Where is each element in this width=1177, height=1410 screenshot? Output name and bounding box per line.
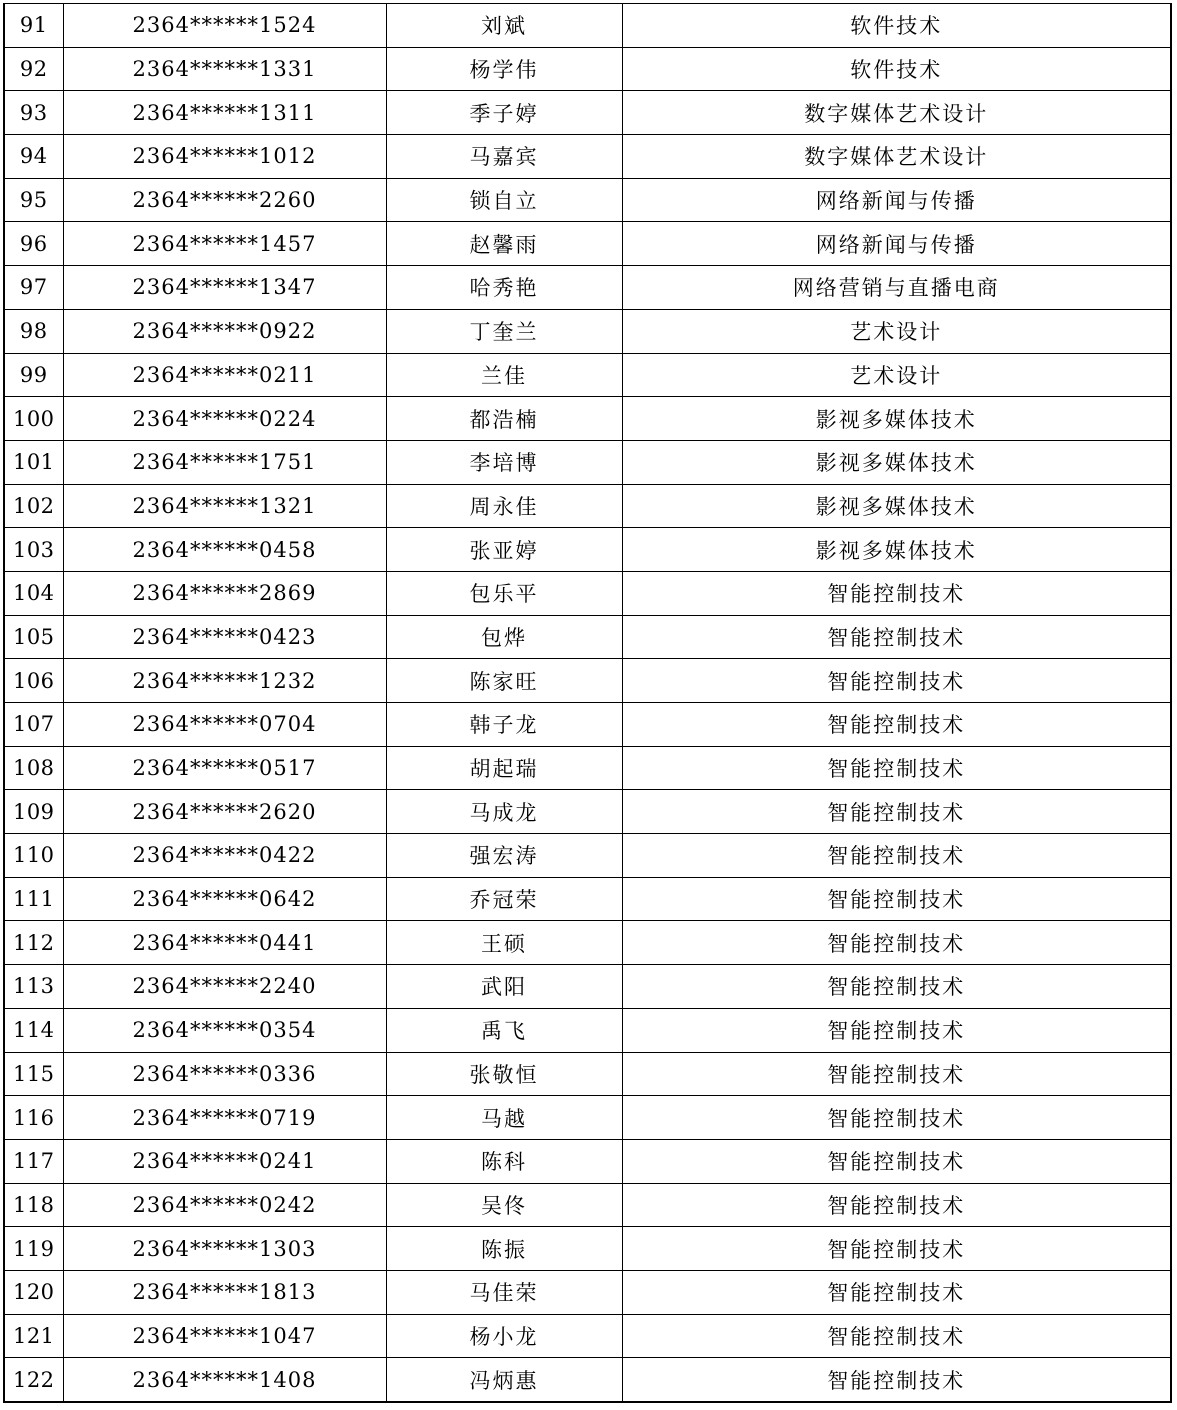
table-row: [5, 965, 1170, 1009]
table-row: [5, 1227, 1170, 1271]
major-cell: 智能控制技术: [622, 790, 1170, 834]
major-cell: 智能控制技术: [622, 1314, 1170, 1358]
student-name-cell: 刘斌: [386, 4, 622, 47]
table-row: [5, 266, 1170, 310]
major-cell: 智能控制技术: [622, 1008, 1170, 1052]
row-number-cell: 91: [5, 4, 63, 47]
major-cell: 艺术设计: [622, 353, 1170, 397]
student-id-cell: 2364******0241: [63, 1139, 386, 1183]
row-number-cell: 106: [5, 659, 63, 703]
row-number-cell: 103: [5, 528, 63, 572]
student-name-cell: 韩子龙: [386, 703, 622, 747]
row-number-cell: 104: [5, 571, 63, 615]
major-cell: 智能控制技术: [622, 1270, 1170, 1314]
student-name-cell: 胡起瑞: [386, 746, 622, 790]
student-name-cell: 武阳: [386, 965, 622, 1009]
student-id-cell: 2364******2869: [63, 571, 386, 615]
student-name-cell: 赵馨雨: [386, 222, 622, 266]
table-row: [5, 484, 1170, 528]
row-number-cell: 100: [5, 397, 63, 441]
student-name-cell: 张亚婷: [386, 528, 622, 572]
row-number-cell: 102: [5, 484, 63, 528]
row-number-cell: 95: [5, 178, 63, 222]
major-cell: 智能控制技术: [622, 615, 1170, 659]
row-number-cell: 111: [5, 877, 63, 921]
table-row: [5, 47, 1170, 91]
row-number-cell: 94: [5, 135, 63, 179]
table-row: [5, 135, 1170, 179]
student-name-cell: 包乐平: [386, 571, 622, 615]
major-cell: 智能控制技术: [622, 746, 1170, 790]
student-name-cell: 马佳荣: [386, 1270, 622, 1314]
table-row: [5, 615, 1170, 659]
student-id-cell: 2364******0642: [63, 877, 386, 921]
student-id-cell: 2364******2620: [63, 790, 386, 834]
student-id-cell: 2364******2260: [63, 178, 386, 222]
student-name-cell: 周永佳: [386, 484, 622, 528]
student-id-cell: 2364******0458: [63, 528, 386, 572]
student-id-cell: 2364******1813: [63, 1270, 386, 1314]
student-id-cell: 2364******0704: [63, 703, 386, 747]
student-id-cell: 2364******1408: [63, 1358, 386, 1401]
major-cell: 软件技术: [622, 4, 1170, 47]
major-cell: 影视多媒体技术: [622, 484, 1170, 528]
student-id-cell: 2364******1347: [63, 266, 386, 310]
student-id-cell: 2364******0719: [63, 1096, 386, 1140]
table-row: [5, 703, 1170, 747]
student-name-cell: 马嘉宾: [386, 135, 622, 179]
student-name-cell: 冯炳惠: [386, 1358, 622, 1401]
student-id-cell: 2364******1751: [63, 440, 386, 484]
student-id-cell: 2364******0422: [63, 834, 386, 878]
table-row: [5, 746, 1170, 790]
major-cell: 智能控制技术: [622, 703, 1170, 747]
student-name-cell: 杨学伟: [386, 47, 622, 91]
row-number-cell: 110: [5, 834, 63, 878]
student-name-cell: 都浩楠: [386, 397, 622, 441]
row-number-cell: 119: [5, 1227, 63, 1271]
major-cell: 艺术设计: [622, 309, 1170, 353]
major-cell: 影视多媒体技术: [622, 528, 1170, 572]
table-row: [5, 1270, 1170, 1314]
major-cell: 智能控制技术: [622, 1052, 1170, 1096]
student-id-cell: 2364******0441: [63, 921, 386, 965]
table-row: [5, 91, 1170, 135]
student-name-cell: 兰佳: [386, 353, 622, 397]
row-number-cell: 112: [5, 921, 63, 965]
row-number-cell: 97: [5, 266, 63, 310]
major-cell: 智能控制技术: [622, 834, 1170, 878]
major-cell: 网络新闻与传播: [622, 178, 1170, 222]
major-cell: 智能控制技术: [622, 1139, 1170, 1183]
major-cell: 网络营销与直播电商: [622, 266, 1170, 310]
row-number-cell: 109: [5, 790, 63, 834]
student-name-cell: 陈科: [386, 1139, 622, 1183]
major-cell: 影视多媒体技术: [622, 440, 1170, 484]
student-id-cell: 2364******0336: [63, 1052, 386, 1096]
row-number-cell: 122: [5, 1358, 63, 1401]
student-id-cell: 2364******0211: [63, 353, 386, 397]
table-body: [5, 4, 1170, 1401]
row-number-cell: 108: [5, 746, 63, 790]
student-name-cell: 丁奎兰: [386, 309, 622, 353]
table-row: [5, 1139, 1170, 1183]
student-id-cell: 2364******1311: [63, 91, 386, 135]
row-number-cell: 93: [5, 91, 63, 135]
row-number-cell: 118: [5, 1183, 63, 1227]
student-id-cell: 2364******1047: [63, 1314, 386, 1358]
major-cell: 智能控制技术: [622, 877, 1170, 921]
student-id-cell: 2364******1331: [63, 47, 386, 91]
student-id-cell: 2364******2240: [63, 965, 386, 1009]
major-cell: 数字媒体艺术设计: [622, 135, 1170, 179]
row-number-cell: 117: [5, 1139, 63, 1183]
table-row: [5, 440, 1170, 484]
student-name-cell: 陈家旺: [386, 659, 622, 703]
table-row: [5, 1183, 1170, 1227]
student-id-cell: 2364******0242: [63, 1183, 386, 1227]
major-cell: 智能控制技术: [827, 1368, 966, 1393]
student-id-cell: 2364******0922: [63, 309, 386, 353]
student-id-cell: 2364******0423: [63, 615, 386, 659]
student-name-cell: 李培博: [386, 440, 622, 484]
student-name-cell: 禹飞: [386, 1008, 622, 1052]
student-id-cell: 2364******1303: [63, 1227, 386, 1271]
table-row: [5, 921, 1170, 965]
major-cell: 智能控制技术: [622, 659, 1170, 703]
table-row: [5, 397, 1170, 441]
student-name-cell: 季子婷: [386, 91, 622, 135]
row-number-cell: 98: [5, 309, 63, 353]
row-number-cell: 101: [5, 440, 63, 484]
student-name-cell: 包烨: [386, 615, 622, 659]
student-name-cell: 哈秀艳: [386, 266, 622, 310]
table-row: [5, 222, 1170, 266]
table-row: [5, 1314, 1170, 1358]
table-row: [5, 571, 1170, 615]
student-id-cell: 2364******1321: [63, 484, 386, 528]
student-id-cell: 2364******1457: [63, 222, 386, 266]
table-row: [5, 4, 1170, 47]
student-id-cell: 2364******0354: [63, 1008, 386, 1052]
major-cell: 智能控制技术: [622, 965, 1170, 1009]
student-id-cell: 2364******0517: [63, 746, 386, 790]
student-name-cell: 王硕: [386, 921, 622, 965]
student-name-cell: 杨小龙: [386, 1314, 622, 1358]
table-row: [5, 1052, 1170, 1096]
student-list-table: [3, 3, 1172, 1403]
student-name-cell: 陈振: [386, 1227, 622, 1271]
row-number-cell: 105: [5, 615, 63, 659]
row-number-cell: 115: [5, 1052, 63, 1096]
major-cell: 软件技术: [622, 47, 1170, 91]
student-id-cell: 2364******1524: [63, 4, 386, 47]
student-name-cell: 锁自立: [386, 178, 622, 222]
student-id-cell: 2364******0224: [63, 397, 386, 441]
student-id-cell: 2364******1232: [63, 659, 386, 703]
table-row: [5, 790, 1170, 834]
major-cell: 影视多媒体技术: [622, 397, 1170, 441]
table-row: [5, 659, 1170, 703]
table-row: [5, 178, 1170, 222]
table-row: [5, 1358, 1170, 1401]
row-number-cell: 116: [5, 1096, 63, 1140]
row-number-cell: 114: [5, 1008, 63, 1052]
table-row: [5, 834, 1170, 878]
student-table: [5, 4, 1170, 1401]
row-number-cell: 99: [5, 353, 63, 397]
major-cell: 智能控制技术: [622, 571, 1170, 615]
table-row: [5, 528, 1170, 572]
major-cell: 智能控制技术: [622, 1096, 1170, 1140]
row-number-cell: 107: [5, 703, 63, 747]
student-name-cell: 马越: [386, 1096, 622, 1140]
table-row: [5, 877, 1170, 921]
student-name-cell: 强宏涛: [386, 834, 622, 878]
table-row: [5, 309, 1170, 353]
student-name-cell: 乔冠荣: [386, 877, 622, 921]
major-cell: 智能控制技术: [622, 1183, 1170, 1227]
row-number-cell: 120: [5, 1270, 63, 1314]
student-id-cell: 2364******1012: [63, 135, 386, 179]
table-row: [5, 1008, 1170, 1052]
major-cell: 数字媒体艺术设计: [622, 91, 1170, 135]
table-row: [5, 1096, 1170, 1140]
row-number-cell: 113: [5, 965, 63, 1009]
student-name-cell: 吴佟: [386, 1183, 622, 1227]
row-number-cell: 92: [5, 47, 63, 91]
major-cell: 网络新闻与传播: [622, 222, 1170, 266]
student-name-cell: 张敬恒: [386, 1052, 622, 1096]
row-number-cell: 96: [5, 222, 63, 266]
major-cell: 智能控制技术: [622, 921, 1170, 965]
table-row: [5, 353, 1170, 397]
row-number-cell: 121: [5, 1314, 63, 1358]
major-cell: 智能控制技术: [622, 1227, 1170, 1271]
student-name-cell: 马成龙: [386, 790, 622, 834]
